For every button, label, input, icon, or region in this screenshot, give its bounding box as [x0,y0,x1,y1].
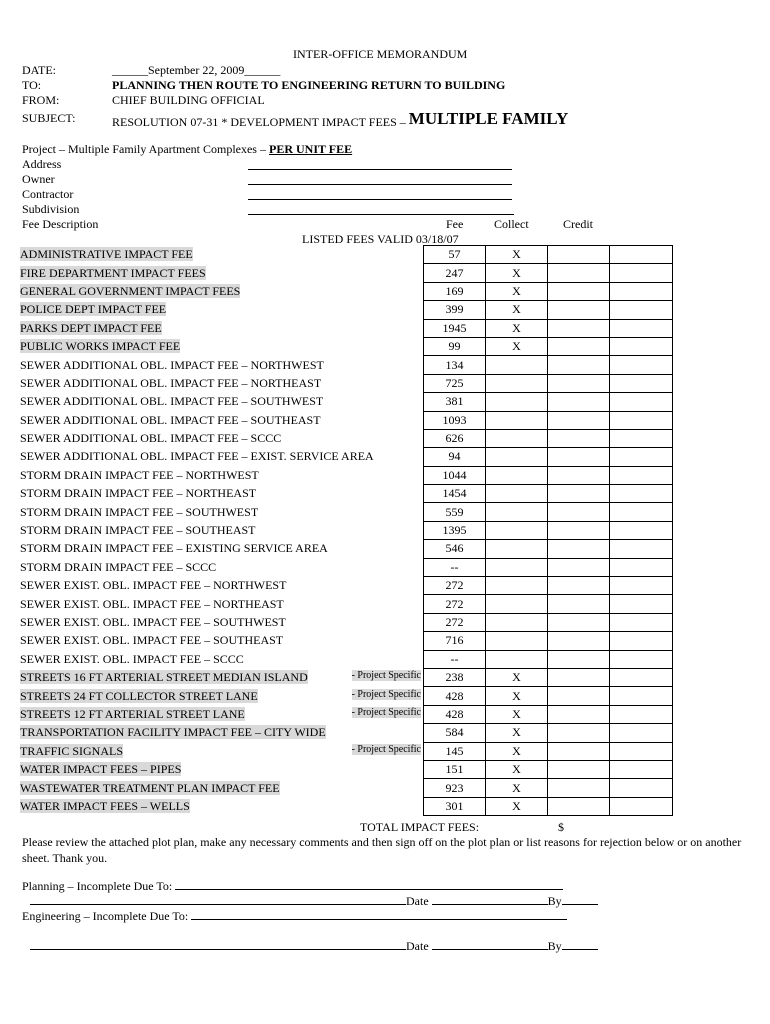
fee-row [20,687,673,705]
extra-cell[interactable] [610,540,673,558]
fee-amount: 272 [424,613,486,631]
fee-amount: 272 [424,595,486,613]
extra-cell[interactable] [610,779,673,797]
collect-cell[interactable] [486,374,548,392]
memo-title: INTER-OFFICE MEMORANDUM [293,47,468,61]
credit-cell[interactable] [548,613,610,631]
fee-row [20,558,673,576]
extra-cell[interactable] [610,687,673,705]
fee-description-text: SEWER ADDITIONAL OBL. IMPACT FEE – SOUTHEAST [20,412,321,427]
fee-row [20,613,673,631]
fee-row [20,466,673,484]
fee-amount: 134 [424,356,486,374]
fee-description [20,577,424,595]
project-specific-note: - Project Specific [351,688,421,700]
fee-description-text: ADMINISTRATIVE IMPACT FEE [20,247,193,262]
fee-amount: 151 [424,760,486,778]
fee-description-text: SEWER EXIST. OBL. IMPACT FEE – NORTHWEST [20,578,287,593]
fee-header: Fee [446,217,464,231]
collect-cell[interactable]: X [486,797,548,815]
fee-description [20,705,424,723]
fee-description-text: STORM DRAIN IMPACT FEE – NORTHEAST [20,486,257,501]
fee-amount: 1454 [424,485,486,503]
fee-row [20,393,673,411]
fee-amount: 1945 [424,319,486,337]
extra-cell[interactable] [610,797,673,815]
fee-row [20,246,673,264]
extra-cell[interactable] [610,760,673,778]
fee-description-text: STORM DRAIN IMPACT FEE – SOUTHEAST [20,523,256,538]
field-label-subdivision: Subdivision [22,202,80,216]
planning-by-line[interactable] [562,904,598,905]
extra-cell[interactable] [610,485,673,503]
fee-description-text: POLICE DEPT IMPACT FEE [20,302,167,317]
fee-description [20,356,424,374]
fee-row [20,301,673,319]
fee-row [20,485,673,503]
fee-amount: 584 [424,724,486,742]
fee-description [20,742,424,760]
extra-cell[interactable] [610,650,673,668]
fee-description [20,448,424,466]
fee-description-text: PARKS DEPT IMPACT FEE [20,320,162,335]
planning-row [22,879,563,894]
credit-cell[interactable] [548,760,610,778]
fee-description [20,613,424,631]
subject-text: RESOLUTION 07-31 * DEVELOPMENT IMPACT FEES – [112,115,406,129]
fee-row [20,319,673,337]
planning-label: Planning – Incomplete Due To: [22,879,173,893]
fee-description-text: STORM DRAIN IMPACT FEE – SOUTHWEST [20,504,259,519]
field-label-owner: Owner [22,172,55,186]
fee-description [20,687,424,705]
credit-cell[interactable] [548,797,610,815]
collect-cell[interactable] [486,356,548,374]
subject-label: SUBJECT: [22,111,76,125]
fee-description [20,521,424,539]
project-specific-note: - Project Specific [351,670,421,682]
fee-amount: -- [424,650,486,668]
fee-row [20,503,673,521]
collect-cell[interactable] [486,503,548,521]
review-text: Please review the attached plot plan, make any necessary comments and then sign off on the plot plan or list reasons for rejection below or on another sheet. Thank you. [22,835,742,865]
extra-cell[interactable] [610,393,673,411]
fee-row [20,356,673,374]
extra-cell[interactable] [610,448,673,466]
fee-description [20,374,424,392]
fee-description [20,558,424,576]
collect-cell[interactable] [486,485,548,503]
fee-row [20,264,673,282]
fee-row [20,705,673,723]
fee-amount: 546 [424,540,486,558]
fee-row [20,797,673,815]
credit-cell[interactable] [548,282,610,300]
fee-amount: 1395 [424,521,486,539]
fee-description [20,246,424,264]
credit-cell[interactable] [548,724,610,742]
fee-description [20,282,424,300]
fee-row [20,779,673,797]
credit-cell[interactable] [548,558,610,576]
fee-amount: 428 [424,687,486,705]
fee-description-text: STORM DRAIN IMPACT FEE – EXISTING SERVICE AREA [20,541,328,556]
fee-row [20,668,673,686]
collect-cell[interactable]: X [486,264,548,282]
fee-description [20,797,424,815]
fee-amount: 169 [424,282,486,300]
date-label: DATE: [22,63,56,77]
extra-cell[interactable] [610,705,673,723]
fee-description-text: SEWER ADDITIONAL OBL. IMPACT FEE – NORTHEAST [20,375,322,390]
extra-cell[interactable] [610,613,673,631]
collect-cell[interactable]: X [486,246,548,264]
per-unit-fee: PER UNIT FEE [268,142,353,156]
extra-cell[interactable] [610,503,673,521]
collect-cell[interactable] [486,558,548,576]
credit-cell[interactable] [548,540,610,558]
extra-cell[interactable] [610,282,673,300]
fee-row [20,760,673,778]
planning-signature-line[interactable] [30,904,406,905]
engineering-date-line[interactable] [432,949,548,950]
from-value: CHIEF BUILDING OFFICIAL [112,93,265,107]
fee-description-text: FIRE DEPARTMENT IMPACT FEES [20,265,206,280]
engineering-date-label: Date [406,939,429,953]
field-line-subdivision[interactable] [248,214,514,215]
fee-description-text: WASTEWATER TREATMENT PLAN IMPACT FEE [20,780,280,795]
extra-cell[interactable] [610,595,673,613]
collect-cell[interactable] [486,540,548,558]
engineering-by-label: By [547,939,562,953]
fee-description-text: SEWER ADDITIONAL OBL. IMPACT FEE – EXIST. SERVICE AREA [20,449,374,464]
collect-cell[interactable] [486,595,548,613]
fee-description [20,668,424,686]
fee-description [20,264,424,282]
fee-description [20,319,424,337]
credit-cell[interactable] [548,301,610,319]
collect-cell[interactable]: X [486,724,548,742]
credit-cell[interactable] [548,779,610,797]
fee-row [20,374,673,392]
extra-cell[interactable] [610,264,673,282]
fee-amount: 57 [424,246,486,264]
fee-description [20,779,424,797]
fee-description-text: STREETS 24 FT COLLECTOR STREET LANE [20,688,258,703]
fee-description-text: SEWER ADDITIONAL OBL. IMPACT FEE – SCCC [20,431,282,446]
collect-cell[interactable] [486,577,548,595]
fee-amount: -- [424,558,486,576]
credit-cell[interactable] [548,264,610,282]
credit-cell[interactable] [548,485,610,503]
fee-row [20,595,673,613]
collect-cell[interactable] [486,632,548,650]
fee-amount: 1093 [424,411,486,429]
engineering-by-line[interactable] [562,949,598,950]
credit-cell[interactable] [548,393,610,411]
credit-cell[interactable] [548,650,610,668]
fee-description-text: SEWER EXIST. OBL. IMPACT FEE – NORTHEAST [20,596,284,611]
fee-description-text: SEWER ADDITIONAL OBL. IMPACT FEE – SOUTHWEST [20,394,324,409]
extra-cell[interactable] [610,411,673,429]
engineering-signature-line[interactable] [30,949,406,950]
credit-cell[interactable] [548,337,610,355]
fee-row [20,337,673,355]
fee-description [20,632,424,650]
credit-cell[interactable] [548,429,610,447]
project-line [22,142,352,157]
collect-cell[interactable]: X [486,687,548,705]
fee-description-text: SEWER EXIST. OBL. IMPACT FEE – SCCC [20,651,244,666]
collect-header: Collect [494,217,529,231]
extra-cell[interactable] [610,742,673,760]
credit-cell[interactable] [548,742,610,760]
fee-description-text: WATER IMPACT FEES – WELLS [20,798,190,813]
collect-cell[interactable] [486,650,548,668]
fee-description-header: Fee Description [22,217,99,231]
field-label-contractor: Contractor [22,187,74,201]
fee-description-text: STORM DRAIN IMPACT FEE – NORTHWEST [20,467,259,482]
extra-cell[interactable] [610,577,673,595]
extra-cell[interactable] [610,521,673,539]
fee-amount: 301 [424,797,486,815]
fee-amount: 399 [424,301,486,319]
fee-description [20,650,424,668]
planning-reason-line[interactable] [175,889,563,890]
collect-cell[interactable]: X [486,337,548,355]
fee-description-text: GENERAL GOVERNMENT IMPACT FEES [20,283,241,298]
fee-description-text: TRAFFIC SIGNALS [20,743,124,758]
fee-amount: 923 [424,779,486,797]
extra-cell[interactable] [610,356,673,374]
credit-cell[interactable] [548,668,610,686]
subject-value [112,111,568,131]
fee-description-text: WATER IMPACT FEES – PIPES [20,762,182,777]
fee-amount: 559 [424,503,486,521]
project-specific-note: - Project Specific [351,744,421,756]
fee-description-text: STREETS 12 FT ARTERIAL STREET LANE [20,706,245,721]
field-line-owner[interactable] [248,184,512,185]
credit-cell[interactable] [548,705,610,723]
collect-cell[interactable]: X [486,282,548,300]
fee-description [20,393,424,411]
fee-description [20,760,424,778]
fee-description [20,540,424,558]
fee-amount: 272 [424,577,486,595]
fee-row [20,540,673,558]
collect-cell[interactable] [486,429,548,447]
fee-amount: 99 [424,337,486,355]
credit-cell[interactable] [548,448,610,466]
field-line-contractor[interactable] [248,199,512,200]
fee-description [20,337,424,355]
fee-description [20,595,424,613]
planning-by-label: By [547,894,562,908]
valid-note: LISTED FEES VALID 03/18/07 [302,232,459,246]
collect-cell[interactable]: X [486,668,548,686]
credit-cell[interactable] [548,466,610,484]
date-value: ______September 22, 2009______ [112,63,281,77]
extra-cell[interactable] [610,337,673,355]
fee-amount: 94 [424,448,486,466]
extra-cell[interactable] [610,724,673,742]
collect-cell[interactable]: X [486,760,548,778]
fee-description [20,429,424,447]
engineering-reason-line[interactable] [191,919,567,920]
planning-date-line[interactable] [432,904,548,905]
fee-amount: 381 [424,393,486,411]
fee-row [20,282,673,300]
fee-description [20,485,424,503]
collect-cell[interactable] [486,466,548,484]
credit-cell[interactable] [548,521,610,539]
credit-cell[interactable] [548,246,610,264]
planning-signoff-row [30,894,598,909]
fee-row [20,724,673,742]
collect-cell[interactable] [486,613,548,631]
collect-cell[interactable]: X [486,742,548,760]
credit-cell[interactable] [548,411,610,429]
project-specific-note: - Project Specific [351,707,421,719]
to-label: TO: [22,78,42,92]
fee-row [20,650,673,668]
fee-description-text: SEWER EXIST. OBL. IMPACT FEE – SOUTHEAST [20,633,284,648]
collect-cell[interactable]: X [486,779,548,797]
total-dollar: $ [558,820,564,834]
fee-description [20,503,424,521]
extra-cell[interactable] [610,558,673,576]
fee-description-text: STORM DRAIN IMPACT FEE – SCCC [20,559,217,574]
fee-row [20,742,673,760]
from-label: FROM: [22,93,60,107]
fee-amount: 145 [424,742,486,760]
extra-cell[interactable] [610,632,673,650]
fee-row [20,577,673,595]
fee-description-text: PUBLIC WORKS IMPACT FEE [20,339,181,354]
credit-cell[interactable] [548,319,610,337]
credit-cell[interactable] [548,687,610,705]
fee-row [20,448,673,466]
planning-date-label: Date [406,894,429,908]
fee-description-text: STREETS 16 FT ARTERIAL STREET MEDIAN ISLAND [20,670,308,685]
fee-description-text: SEWER ADDITIONAL OBL. IMPACT FEE – NORTHWEST [20,357,324,372]
credit-cell[interactable] [548,503,610,521]
credit-header: Credit [563,217,593,231]
fee-description [20,466,424,484]
fee-amount: 1044 [424,466,486,484]
fee-amount: 626 [424,429,486,447]
credit-cell[interactable] [548,356,610,374]
collect-cell[interactable]: X [486,705,548,723]
fee-amount: 725 [424,374,486,392]
credit-cell[interactable] [548,374,610,392]
collect-cell[interactable] [486,448,548,466]
extra-cell[interactable] [610,301,673,319]
engineering-row [22,909,567,924]
collect-cell[interactable] [486,411,548,429]
engineering-signoff-row [30,939,598,954]
fee-amount: 247 [424,264,486,282]
collect-cell[interactable] [486,393,548,411]
field-label-address: Address [22,157,62,171]
credit-cell[interactable] [548,577,610,595]
extra-cell[interactable] [610,319,673,337]
fee-row [20,411,673,429]
fee-amount: 428 [424,705,486,723]
subject-emphasis: MULTIPLE FAMILY [408,109,569,128]
fee-row [20,429,673,447]
field-line-address[interactable] [248,169,512,170]
total-label: TOTAL IMPACT FEES: [360,820,480,834]
collect-cell[interactable]: X [486,301,548,319]
credit-cell[interactable] [548,595,610,613]
fee-description [20,724,424,742]
fee-amount: 716 [424,632,486,650]
fee-row [20,521,673,539]
extra-cell[interactable] [610,374,673,392]
fee-table [20,245,673,816]
extra-cell[interactable] [610,668,673,686]
extra-cell[interactable] [610,246,673,264]
engineering-label: Engineering – Incomplete Due To: [22,909,189,923]
fee-row [20,632,673,650]
extra-cell[interactable] [610,466,673,484]
fee-description-text: SEWER EXIST. OBL. IMPACT FEE – SOUTHWEST [20,615,286,629]
credit-cell[interactable] [548,632,610,650]
fee-amount: 238 [424,668,486,686]
fee-description [20,411,424,429]
extra-cell[interactable] [610,429,673,447]
fee-description [20,301,424,319]
project-text: Project – Multiple Family Apartment Complexes – [22,142,266,156]
collect-cell[interactable] [486,521,548,539]
to-value: PLANNING THEN ROUTE TO ENGINEERING RETURN TO BUILDING [112,78,506,92]
collect-cell[interactable]: X [486,319,548,337]
fee-description-text: TRANSPORTATION FACILITY IMPACT FEE – CITY WIDE [20,725,326,740]
